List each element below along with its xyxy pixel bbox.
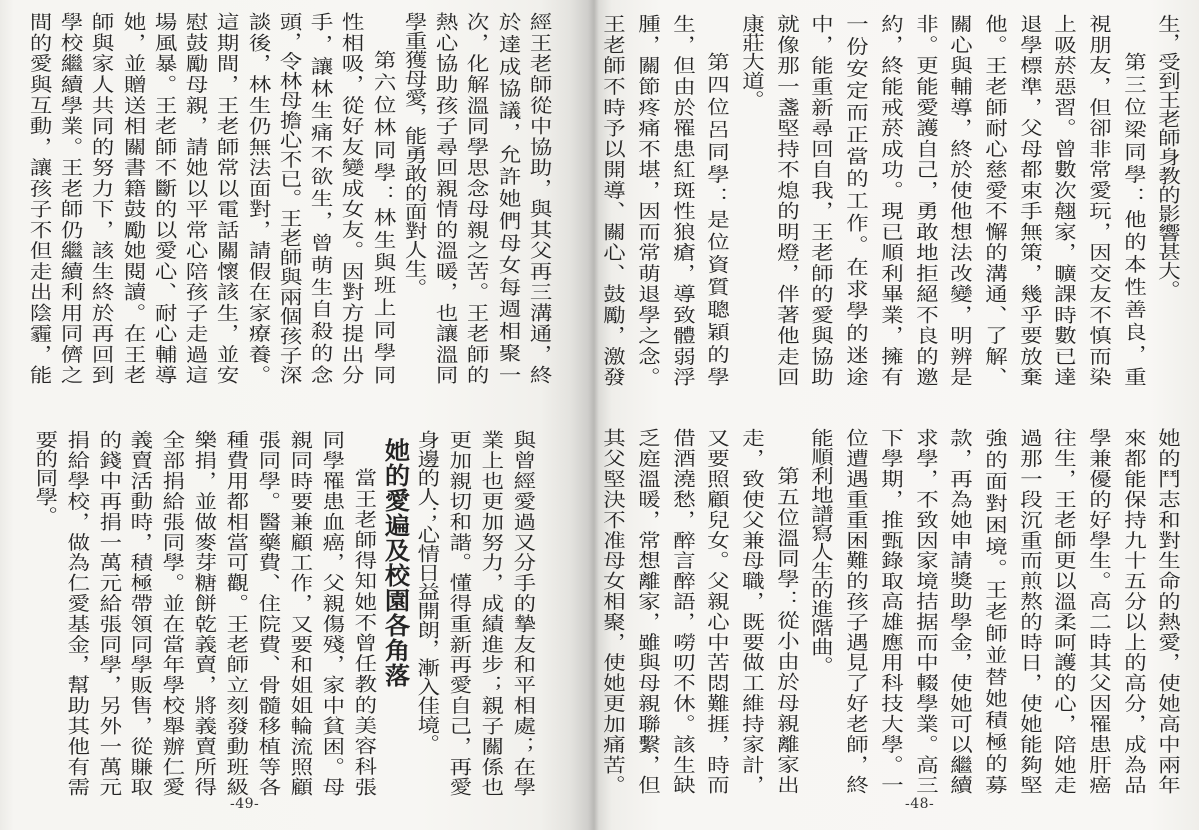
text-column: 要的同學。: [31, 430, 58, 525]
text-column: 退學標準，父母都束手無策，幾乎要放棄: [1016, 14, 1043, 386]
text-column: 王老師不時予以開導、關心、鼓勵，激發: [600, 14, 627, 386]
page-number: -48-: [905, 796, 935, 812]
text-column: 乏庭溫暖，常想離家，雖與母親聯繫，但: [634, 428, 661, 794]
text-column: 於達成協議，允許她們母女每週相聚一: [494, 12, 521, 384]
top-text-block: [595, 14, 1185, 386]
paragraph-start-column: 第四位呂同學：是位資質聰穎的學: [704, 52, 731, 386]
top-text-block: [23, 12, 554, 384]
paragraph-start-column: 第六位林同學：林生與班上同學同: [369, 50, 396, 384]
text-column: 過那一段沉重而煎熬的時日，使她能夠堅: [1016, 428, 1043, 794]
text-column: 借酒澆愁，醉言醉語，嘮叨不休。該生缺: [669, 428, 696, 794]
text-column: 一份安定而正當的工作。在求學的迷途: [842, 14, 869, 386]
text-column: 又要照顧兒女。父親心中苦悶難捱，時而: [704, 428, 731, 794]
text-column: 這期間，王老師常以電話關懷該生，並安: [213, 12, 240, 384]
text-column: 非。更能愛護自己，勇敢地拒絕不良的邀: [912, 14, 939, 386]
text-column: 慰鼓勵母親，請她以平常心陪孩子走過這: [182, 12, 209, 384]
text-column: 次，化解溫同學思念母親之苦。王老師的: [463, 12, 490, 384]
text-column: 手，讓林生痛不欲生，曾萌生自殺的念: [307, 12, 334, 384]
text-column: 下學期，推甄錄取高雄應用科技大學。一: [877, 428, 904, 794]
page-48: [597, 0, 1199, 830]
text-column: 更加親切和諧。懂得重新再愛自己，再愛: [446, 430, 473, 796]
bottom-text-block: [595, 428, 1185, 794]
text-column: 學重獲母愛，能勇敢的面對人生。: [401, 12, 428, 297]
text-column: 能順利地譜寫人生的進階曲。: [808, 428, 835, 675]
text-column: 全部捐給張同學。並在當年學校舉辦仁愛: [159, 430, 186, 796]
text-column: 頭，令林母擔心不已。王老師與兩個孩子深: [276, 12, 303, 384]
text-column: 親同時要兼顧工作，又要和姐姐輪流照顧: [286, 430, 313, 796]
text-column: 師與家人共同的努力下，該生終於再回到: [88, 12, 115, 384]
paragraph-start-column: 當王老師得知她不曾任教的美容科張: [350, 468, 377, 796]
text-column: 關心與輔導，終於使他想法改變，明辨是: [946, 14, 973, 386]
text-column: 強的面對困境。王老師並替她積極的募: [981, 428, 1008, 794]
text-column: 場風暴。王老師不斷的以愛心、耐心輔導: [151, 12, 178, 384]
text-column: 間的愛與互動，讓孩子不但走出陰霾，能: [26, 12, 53, 384]
paragraph-start-column: 第五位溫同學：從小由於母親離家出: [773, 466, 800, 794]
text-column: 熱心協助孩子尋回親情的溫暖，也讓溫同: [432, 12, 459, 384]
bottom-text-block: [28, 430, 538, 796]
text-column: 他。王老師耐心慈愛不懈的溝通、了解、: [981, 14, 1008, 386]
text-column: 業上也更加努力，成績進步；親子關係也: [478, 430, 505, 796]
text-column: 她，並贈送相關書籍鼓勵她閱讀。在王老: [119, 12, 146, 384]
text-column: 學校繼續學業。王老師仍繼續利用同儕之: [57, 12, 84, 384]
text-column: 腫，關節疼痛不堪，因而常萌退學之念。: [634, 14, 661, 386]
text-column: 學兼優的好學生。高二時其父因罹患肝癌: [1085, 428, 1112, 794]
text-column: 康莊大道。: [738, 14, 765, 109]
text-column: 的錢中再捐一萬元給張同學，另外一萬元: [95, 430, 122, 796]
text-column: 往生，王老師更以溫柔呵護的心，陪她走: [1051, 428, 1077, 794]
text-column: 張同學。醫藥費、住院費、骨髓移植等各: [255, 430, 282, 796]
text-column: 生，但由於罹患紅斑性狼瘡，導致體弱浮: [669, 14, 696, 386]
text-column: 她的鬥志和對生命的熱愛，使她高中兩年: [1155, 428, 1182, 794]
text-column: 身邊的人；心情日益開朗，漸入佳境。: [414, 430, 441, 753]
page-number: -49-: [230, 796, 260, 812]
text-column: 樂捐，並做麥芽糖餅乾義賣，將義賣所得: [191, 430, 218, 796]
text-column: 約，終能戒菸成功。現已順利畢業，擁有: [877, 14, 904, 386]
text-column: 經王老師從中協助，與其父再三溝通，終: [526, 12, 553, 384]
paragraph-start-column: 第三位梁同學：他的本性善良，重: [1120, 52, 1147, 386]
text-column: 同學罹患血癌，父親傷殘，家中貧困。母: [318, 430, 345, 796]
text-column: 種費用都相當可觀。王老師立刻發動班級: [223, 430, 250, 796]
text-column: 走，致使父兼母職，既要做工維持家計，: [738, 428, 765, 794]
text-column: 生，受到王老師身教的影響甚大。: [1155, 14, 1182, 299]
text-column: 捐給學校，做為仁愛基金，幫助其他有需: [63, 430, 90, 796]
text-column: 就像那一盞堅持不熄的明燈，伴著他走回: [773, 14, 800, 386]
text-column: 位遭遇重重困難的孩子遇見了好老師，終: [842, 428, 869, 794]
text-column: 款，再為她申請獎助學金，使她可以繼續: [946, 428, 973, 794]
text-column: 其父堅決不准母女相聚，使她更加痛苦。: [600, 428, 627, 794]
text-column: 與曾經愛過又分手的摯友和平相處；在學: [510, 430, 537, 796]
text-column: 上吸菸惡習。曾數次翹家，曠課時數已達: [1051, 14, 1077, 386]
text-column: 來都能保持九十五分以上的高分，成為品: [1120, 428, 1147, 794]
text-column: 義賣活動時，積極帶領同學販售，從賺取: [127, 430, 154, 796]
text-column: 談後，林生仍無法面對，請假在家療養。: [244, 12, 271, 384]
text-column: 視朋友，但卻非常愛玩，因交友不慎而染: [1085, 14, 1112, 386]
text-column: 中，能重新尋回自我，王老師的愛與協助: [808, 14, 835, 386]
text-column: 求學，不致因家境拮据而中輟學業。高三: [912, 428, 939, 794]
text-column: 性相吸，從好友變成女友。因對方提出分: [338, 12, 365, 384]
section-heading: 她的愛遍及校園各角落: [379, 438, 411, 688]
page-49: [0, 0, 597, 830]
